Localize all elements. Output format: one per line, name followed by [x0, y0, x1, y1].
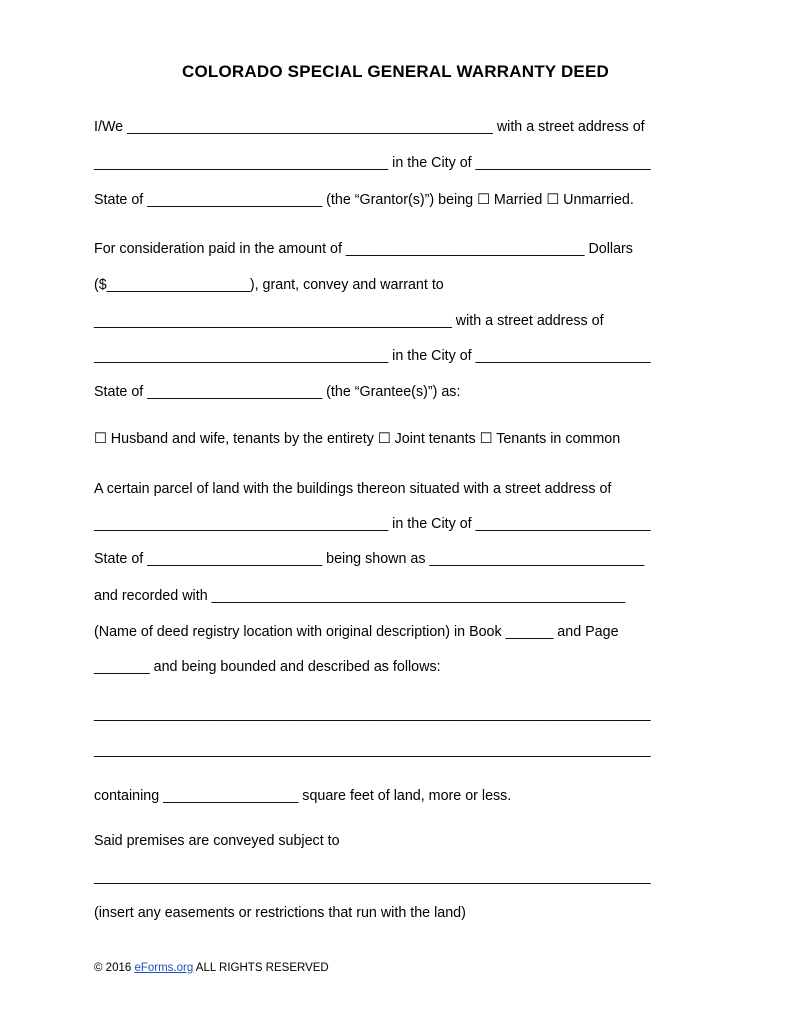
footer-eforms-link[interactable]: eForms.org	[134, 962, 194, 974]
grantor-state-marital-line: State of ______________________ (the “Grantor(s)”) being ☐ Married ☐ Unmarried.	[94, 192, 634, 208]
footer-rights: ALL RIGHTS RESERVED	[193, 962, 329, 974]
tenancy-options-line: ☐ Husband and wife, tenants by the entirety ☐ Joint tenants ☐ Tenants in common	[94, 431, 621, 447]
consideration-line: For consideration paid in the amount of ______________________________ Dollars	[94, 241, 633, 257]
grantee-name-line: _____________________________________________ with a street address of	[94, 313, 604, 329]
subject-to-line: Said premises are conveyed subject to	[94, 833, 340, 849]
document-title: COLORADO SPECIAL GENERAL WARRANTY DEED	[182, 62, 609, 81]
description-blank-line-2: ______________________________________________________________________	[94, 742, 651, 758]
recorded-with-line: and recorded with ____________________________________________________	[94, 588, 626, 604]
easements-note-line: (insert any easements or restrictions that run with the land)	[94, 905, 466, 921]
grantor-address-line: _____________________________________ in the City of ______________________	[94, 155, 651, 171]
containing-line: containing _________________ square feet of land, more or less.	[94, 788, 512, 804]
consideration-amount-line: ($__________________), grant, convey and warrant to	[94, 277, 444, 293]
parcel-state-line: State of ______________________ being shown as ___________________________	[94, 551, 645, 567]
description-blank-line-1: ______________________________________________________________________	[94, 706, 651, 722]
parcel-address-line: _____________________________________ in the City of ______________________	[94, 516, 651, 532]
subject-to-blank-line: ______________________________________________________________________	[94, 869, 651, 885]
footer	[94, 962, 329, 974]
footer-copyright: © 2016	[94, 962, 135, 974]
deed-registry-line: (Name of deed registry location with original description) in Book ______ and Page	[94, 624, 619, 640]
grantor-name-line: I/We ______________________________________________ with a street address of	[94, 119, 645, 135]
parcel-description-line: A certain parcel of land with the buildings thereon situated with a street address of	[94, 481, 612, 497]
grantee-state-line: State of ______________________ (the “Grantee(s)”) as:	[94, 384, 461, 400]
grantee-address-line: _____________________________________ in the City of ______________________	[94, 348, 651, 364]
bounded-described-line: _______ and being bounded and described as follows:	[94, 659, 441, 675]
